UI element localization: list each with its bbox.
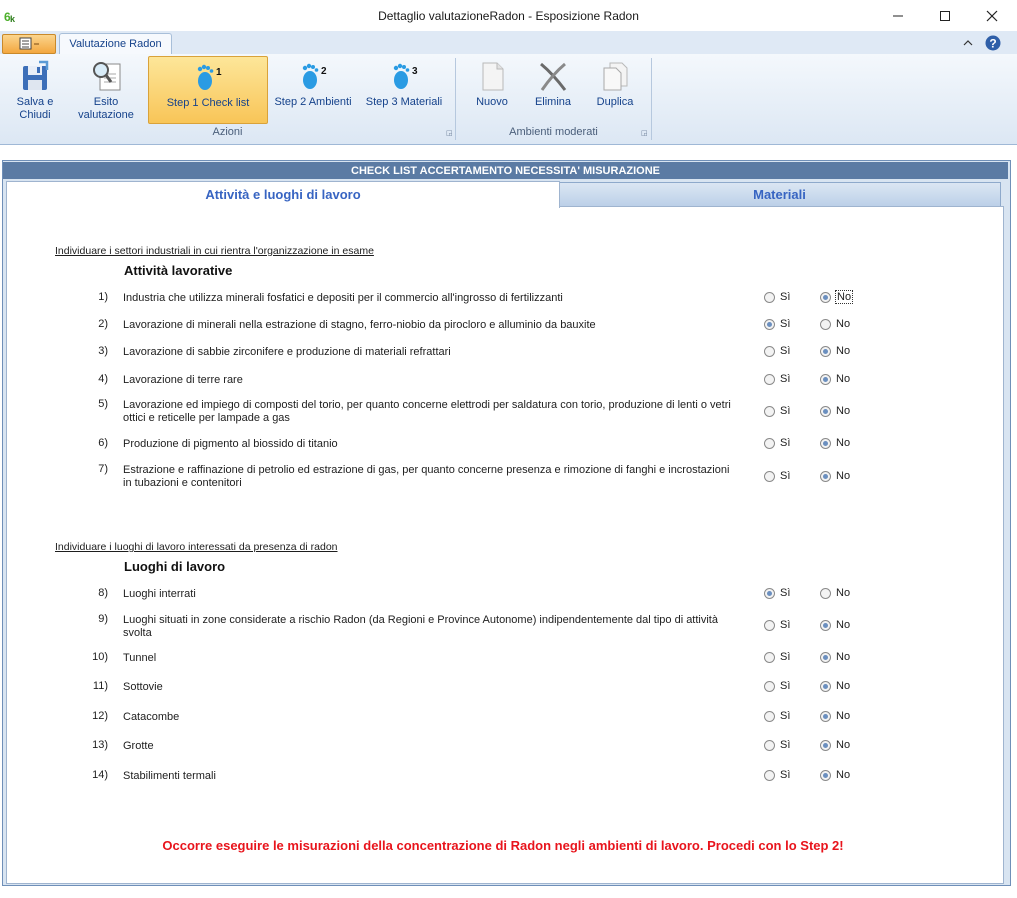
step3-label: Step 3 Materiali [365, 96, 443, 108]
esito-valutazione-button[interactable] [70, 56, 142, 124]
save-icon [19, 60, 51, 92]
radio-no[interactable] [820, 681, 831, 692]
option-label-no: No [836, 373, 851, 385]
question-text: Lavorazione ed impiego di composti del torio, per quanto concerne elettrodi per saldatura con torio, produzione di lenti o vetri ottici e reticelle per lampade a gas [123, 399, 731, 424]
radio-si[interactable] [764, 652, 775, 663]
option-label-si: Sì [780, 437, 791, 449]
question-number: 11) [92, 680, 108, 692]
step2-label: Step 2 Ambienti [274, 96, 352, 108]
close-button[interactable] [969, 0, 1015, 31]
nuovo-button[interactable] [466, 56, 518, 124]
step3-materiali-button[interactable] [362, 56, 446, 124]
radio-no[interactable] [820, 438, 831, 449]
radio-si[interactable] [764, 471, 775, 482]
radio-si[interactable] [764, 406, 775, 417]
duplicate-icon [599, 60, 631, 92]
duplica-button[interactable] [588, 56, 642, 124]
option-label-si: Sì [780, 345, 791, 357]
help-icon[interactable] [985, 35, 1001, 51]
question-text: Grotte [123, 740, 154, 752]
step2-ambienti-button[interactable] [272, 56, 354, 124]
question-text: Produzione di pigmento al biossido di titanio [123, 438, 338, 450]
magnifier-document-icon [90, 60, 122, 92]
question-text: Lavorazione di terre rare [123, 374, 243, 386]
step1-label: Step 1 Check list [166, 97, 250, 109]
dialog-launcher-icon[interactable]: ◲ [446, 130, 453, 137]
ribbon-tab-valutazione-radon[interactable]: Valutazione Radon [59, 33, 172, 56]
radio-no[interactable] [820, 770, 831, 781]
option-label-no: No [836, 405, 851, 417]
question-text: Estrazione e raffinazione di petrolio ed estrazione di gas, per quanto concerne presenza e rimozione di fanghi e incrostazioni in tubazioni e contenitori [123, 464, 730, 489]
question-number: 8) [98, 587, 108, 599]
new-document-icon [476, 60, 508, 92]
radio-no[interactable] [820, 620, 831, 631]
tab-attivita-luoghi[interactable]: Attività e luoghi di lavoro [6, 181, 560, 208]
group-label-azioni: Azioni [212, 126, 243, 138]
svg-text:1: 1 [216, 67, 222, 78]
collapse-ribbon-icon[interactable] [962, 38, 974, 48]
title-bar [0, 0, 1017, 31]
elimina-button[interactable] [526, 56, 580, 124]
option-label-no: No [836, 710, 851, 722]
option-label-no: No [836, 769, 851, 781]
radio-no[interactable] [820, 346, 831, 357]
svg-text:k: k [10, 14, 16, 24]
option-label-no: No [836, 680, 851, 692]
ribbon-tab-strip [0, 31, 1017, 55]
svg-text:3: 3 [412, 66, 418, 77]
section-title: Attività lavorative [124, 263, 233, 278]
radio-si[interactable] [764, 770, 775, 781]
option-label-si: Sì [780, 291, 791, 303]
question-text: Industria che utilizza minerali fosfatici e depositi per il commercio all'ingrosso di fertilizzanti [123, 292, 563, 304]
option-label-si: Sì [780, 769, 791, 781]
question-number: 6) [98, 437, 108, 449]
result-message: Occorre eseguire le misurazioni della concentrazione di Radon negli ambienti di lavoro. Procedi con lo Step 2! [162, 838, 844, 853]
option-label-no: No [836, 739, 851, 751]
option-label-si: Sì [780, 619, 791, 631]
radio-si[interactable] [764, 292, 775, 303]
duplica-label: Duplica [596, 96, 634, 108]
question-number: 1) [98, 291, 108, 303]
footprint-1-icon [192, 61, 224, 93]
radio-si[interactable] [764, 681, 775, 692]
footprint-3-icon [388, 60, 420, 92]
checklist-header: CHECK LIST ACCERTAMENTO NECESSITA' MISURAZIONE [3, 162, 1008, 179]
radio-no[interactable] [820, 740, 831, 751]
option-label-no: No [836, 470, 851, 482]
section-title: Luoghi di lavoro [124, 559, 226, 574]
option-label-si: Sì [780, 651, 791, 663]
radio-si[interactable] [764, 740, 775, 751]
radio-si[interactable] [764, 588, 775, 599]
radio-si[interactable] [764, 711, 775, 722]
option-label-si: Sì [780, 470, 791, 482]
delete-x-icon [537, 60, 569, 92]
radio-no[interactable] [820, 374, 831, 385]
maximize-icon [939, 10, 951, 22]
save-close-label: Salva e Chiudi [16, 96, 54, 121]
option-label-no: No [836, 345, 851, 357]
option-label-no: No [836, 437, 851, 449]
application-menu-button[interactable] [2, 34, 56, 54]
radio-no[interactable] [820, 319, 831, 330]
option-label-si: Sì [780, 373, 791, 385]
question-number: 13) [92, 739, 108, 751]
minimize-icon [892, 10, 904, 22]
elimina-label: Elimina [534, 96, 572, 108]
svg-text:2: 2 [321, 66, 327, 77]
question-number: 9) [98, 613, 108, 625]
svg-text:?: ? [989, 36, 997, 51]
group-label-ambienti-moderati: Ambienti moderati [509, 126, 598, 138]
group-separator [651, 58, 652, 140]
radio-si[interactable] [764, 319, 775, 330]
section-intro: Individuare i luoghi di lavoro interessati da presenza di radon [55, 541, 338, 553]
dialog-launcher-icon[interactable]: ◲ [641, 130, 648, 137]
esito-valutazione-label: Esito valutazione [78, 96, 134, 121]
radio-no[interactable] [820, 292, 831, 303]
option-label-si: Sì [780, 739, 791, 751]
question-text: Luoghi interrati [123, 588, 196, 600]
question-text: Stabilimenti termali [123, 770, 216, 782]
question-text: Lavorazione di minerali nella estrazione di stagno, ferro-niobio da pirocloro e alluminio da bauxite [123, 319, 596, 331]
save-close-button[interactable] [8, 56, 62, 124]
window-title: Dettaglio valutazioneRadon - Esposizione Radon [378, 9, 639, 23]
option-label-si: Sì [780, 405, 791, 417]
step1-checklist-button[interactable] [148, 56, 268, 124]
question-number: 2) [98, 318, 108, 330]
radio-no[interactable] [820, 588, 831, 599]
nuovo-label: Nuovo [476, 96, 508, 108]
option-label-si: Sì [780, 318, 791, 330]
question-number: 10) [92, 651, 108, 663]
option-label-si: Sì [780, 587, 791, 599]
radio-no[interactable] [820, 652, 831, 663]
option-label-no: No [836, 619, 851, 631]
question-text: Catacombe [123, 711, 180, 723]
minimize-button[interactable] [875, 0, 921, 31]
question-number: 7) [98, 463, 108, 475]
question-number: 5) [98, 398, 108, 410]
application-menu-icon [3, 35, 55, 53]
question-text: Lavorazione di sabbie zirconifere e produzione di materiali refrattari [123, 346, 451, 358]
option-label-si: Sì [780, 710, 791, 722]
option-label-no: No [836, 651, 851, 663]
radio-si[interactable] [764, 438, 775, 449]
question-number: 12) [92, 710, 108, 722]
svg-text:6: 6 [4, 10, 11, 24]
radio-si[interactable] [764, 620, 775, 631]
question-number: 14) [92, 769, 108, 781]
radio-si[interactable] [764, 346, 775, 357]
option-label-no: No [836, 587, 851, 599]
option-label-si: Sì [780, 680, 791, 692]
tab-materiali[interactable]: Materiali [558, 182, 1001, 207]
radio-no[interactable] [820, 406, 831, 417]
question-text: Luoghi situati in zone considerate a rischio Radon (da Regioni e Province Autonome) indipendentemente dal tipo di attività svolta [123, 614, 718, 639]
option-label-no: No [836, 318, 851, 330]
question-text: Sottovie [123, 681, 163, 693]
ribbon-panel [0, 54, 1017, 145]
question-number: 3) [98, 345, 108, 357]
radio-no[interactable] [820, 471, 831, 482]
maximize-button[interactable] [922, 0, 968, 31]
radio-no[interactable] [820, 711, 831, 722]
question-text: Tunnel [123, 652, 157, 664]
radio-si[interactable] [764, 374, 775, 385]
option-label-no: No [837, 291, 852, 303]
question-number: 4) [98, 373, 108, 385]
footprint-2-icon [297, 60, 329, 92]
section-intro: Individuare i settori industriali in cui rientra l'organizzazione in esame [55, 245, 374, 257]
close-icon [986, 10, 998, 22]
